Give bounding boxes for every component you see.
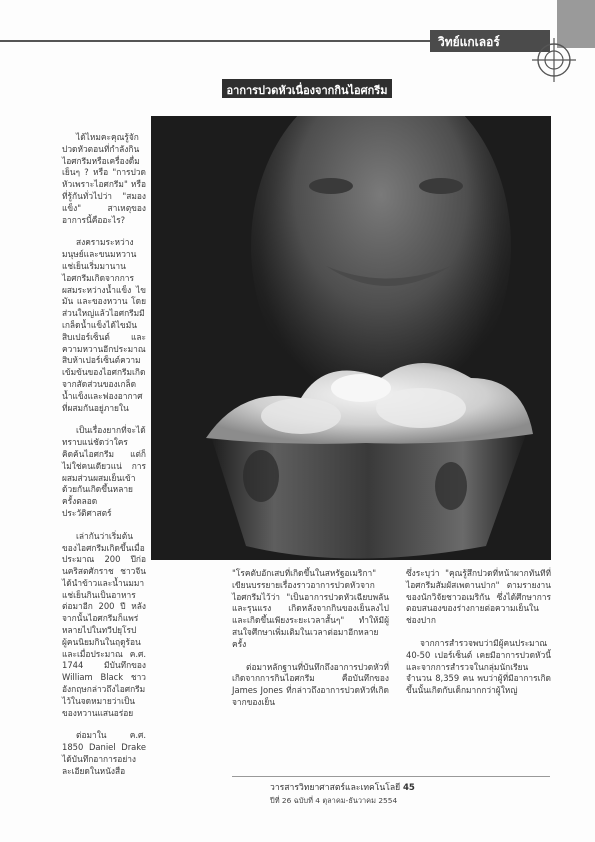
paragraph: ซึ่งระบุว่า "คุณรู้สึกปวดที่หน้าผากทันทีที่ไอศกรีมสัมผัสเพดานปาก" ตามรายงานของนักวิจัยชาวอเมริกัน ซึ่งได้ศึกษาการตอบสนองของร่างกายต่อความเย็นในช่องปาก [406, 568, 551, 626]
article-title: อาการปวดหัวเนื่องจากกินไอศกรีม [226, 84, 388, 97]
article-photo [151, 116, 551, 560]
paragraph: ต่อมาหลักฐานที่บันทึกถึงอาการปวดหัวที่เกิดจากการกินไอศกรีม คือบันทึกของ James Jones ที่กล่าวถึงอาการปวดหัวที่เกิดจากของเย็น [232, 661, 389, 707]
page-footer [270, 780, 470, 807]
paragraph: ได้ไหมคะคุณรู้จักปวดหัวตอนที่กำลังกินไอศกรีมหรือเครื่องดื่มเย็นๆ ? หรือ "การปวดหัวเพราะไอศกรีม" หรือที่รู้กันทั่วไปว่า "สมองแข็ง" สาเหตุของอาการนี้คืออะไร? [62, 132, 146, 225]
target-crosshair-icon [532, 38, 576, 82]
face-shape [251, 116, 511, 416]
paragraph: เล่ากันว่าเริ่มต้นของไอศกรีมเกิดขึ้นเมื่อประมาณ 200 ปีก่อนคริสตศักราช ชาวจีนได้นำข้าวและน้ำนมมาแช่เย็นกินเป็นอาหาร ต่อมาอีก 200 ปี หลังจากนั้นไอศกรีมก็แพร่หลายไปในทวีปยุโรป ผู้คนนิยมกินในฤดูร้อน และเมื่อประมาณ ค.ศ. 1744 มีบันทึกของ William Black ชาวอังกฤษกล่าวถึงไอศกรีมไว้ในจดหมายว่าเป็นของหวานแสนอร่อย [62, 530, 146, 718]
magazine-name: วารสารวิทยาศาสตร์และเทคโนโลยี [270, 783, 401, 793]
paragraph: จากการสำรวจพบว่ามีผู้คนประมาณ 40-50 เปอร์เซ็นต์ เคยมีอาการปวดหัวนี้ และจากการสำรวจในกลุ่มนักเรียน จำนวน 8,359 คน พบว่าผู้ที่มีอาการเกิดขึ้นนั้นเกิดกับเด็กมากกว่าผู้ใหญ่ [406, 637, 551, 696]
page-number: 45 [402, 783, 415, 793]
article-title-box [222, 79, 392, 98]
issue-info: ปีที่ 26 ฉบับที่ 4 ตุลาคม-ธันวาคม 2554 [270, 796, 398, 805]
footer-magazine-line [270, 780, 470, 794]
paragraph: "โรคตับอักเสบที่เกิดขึ้นในสหรัฐอเมริกา" เขียนบรรยายเรื่องราวอาการปวดหัวจากไอศกรีมไว้ว่า "เป็นอาการปวดหัวเฉียบพลันและรุนแรง เกิดหลังจากกินของเย็นลงไป และเกิดขึ้นเพียงระยะเวลาสั้นๆ" ทำให้มีผู้สนใจศึกษาเพิ่มเติมในเวลาต่อมาอีกหลายครั้ง [232, 568, 389, 649]
article-right-column [406, 568, 551, 708]
section-label: วิทย์แกเลอร์ [438, 35, 500, 49]
ice-cream-illustration [151, 116, 551, 560]
article-left-column [62, 132, 146, 789]
article-middle-column [232, 568, 389, 720]
header-rule [0, 40, 430, 42]
section-header [0, 28, 595, 50]
footer-rule [232, 776, 550, 777]
paragraph: สงครามระหว่างมนุษย์และขนมหวานแช่เย็นเริ่มมานาน ไอศกรีมเกิดจากการผสมระหว่างน้ำแข็ง ไขมัน และของหวาน โดยส่วนใหญ่แล้วไอศกรีมมีเกล็ดน้ำแข็งได้ไขมันสิบเปอร์เซ็นต์ และความหวานอีกประมาณสิบห้าเปอร์เซ็นต์ความเข้มข้นของไอศกรีมเกิดจากสัดส่วนของเกล็ดน้ำแข็งและฟองอากาศที่ผสมกันอยู่ภายใน [62, 237, 146, 413]
paragraph: ต่อมาใน ค.ศ. 1850 Daniel Drake ได้บันทึกอาการอย่างละเอียดในหนังสือ [62, 730, 146, 776]
paragraph: เป็นเรื่องยากที่จะได้ทราบแน่ชัดว่าใครคิดค้นไอศกรีม แต่ก็ไม่ใช่คนเดียวแน่ การผสมส่วนผสมเย็นเข้าด้วยกันเกิดขึ้นหลายครั้งตลอดประวัติศาสตร์ [62, 425, 146, 518]
